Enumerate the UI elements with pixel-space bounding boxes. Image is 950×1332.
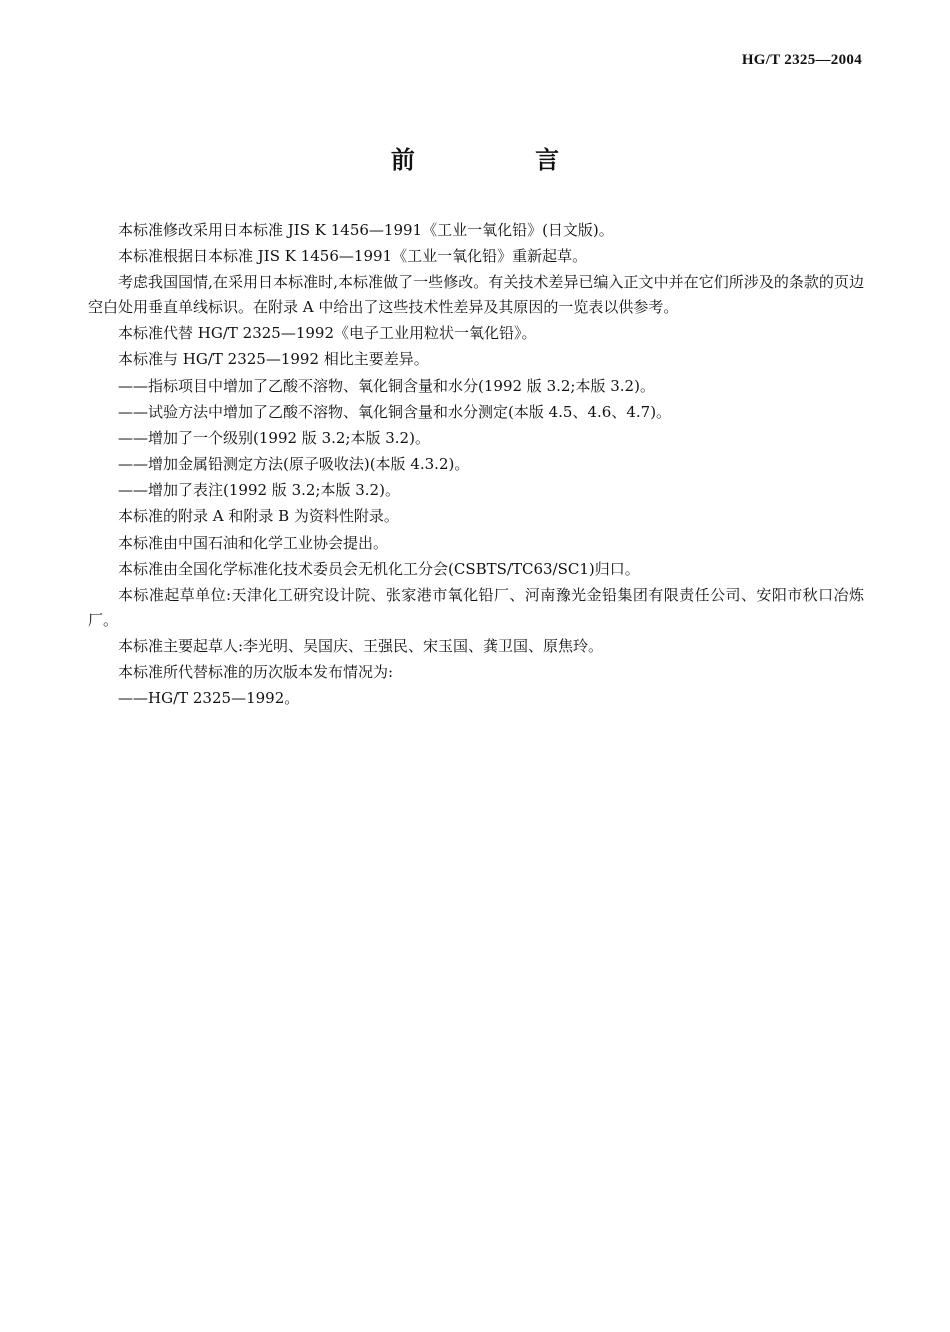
list-item-difference-1: ——指标项目中增加了乙酸不溶物、氧化铜含量和水分(1992 版 3.2;本版 3.2)。 (118, 376, 655, 395)
list-item-difference-2: ——试验方法中增加了乙酸不溶物、氧化铜含量和水分测定(本版 4.5、4.6、4.7)。 (118, 402, 672, 421)
paragraph-differences-intro: 本标准与 HG/T 2325—1992 相比主要差异。 (118, 350, 429, 369)
paragraph-drafting-basis: 本标准根据日本标准 JIS K 1456—1991《工业一氧化铅》重新起草。 (118, 247, 588, 266)
document-code: HG/T 2325—2004 (741, 52, 862, 68)
list-item-difference-3: ——增加了一个级别(1992 版 3.2;本版 3.2)。 (118, 428, 430, 447)
preface-body (88, 218, 864, 712)
page-title: 前 言 (390, 146, 616, 174)
list-item-history-1: ——HG/T 2325—1992。 (118, 689, 300, 708)
paragraph-administrator: 本标准由全国化学标准化技术委员会无机化工分会(CSBTS/TC63/SC1)归口。 (118, 559, 640, 578)
list-item-difference-5: ——增加了表注(1992 版 3.2;本版 3.2)。 (118, 481, 400, 500)
paragraph-modifications: 考虑我国国情,在采用日本标准时,本标准做了一些修改。有关技术差异已编入正文中并在它们所涉及的条款的页边空白处用垂直单线标识。在附录 A 中给出了这些技术性差异及其原因的一览表以供参考。 (88, 273, 864, 316)
paragraph-adoption: 本标准修改采用日本标准 JIS K 1456—1991《工业一氧化铅》(日文版)。 (118, 221, 614, 239)
paragraph-replaces: 本标准代替 HG/T 2325—1992《电子工业用粒状一氧化铅》。 (118, 324, 537, 343)
paragraph-annexes: 本标准的附录 A 和附录 B 为资料性附录。 (118, 507, 399, 526)
paragraph-drafters: 本标准主要起草人:李光明、吴国庆、王强民、宋玉国、龚卫国、原焦玲。 (118, 636, 604, 655)
paragraph-drafting-units: 本标准起草单位:天津化工研究设计院、张家港市氧化铅厂、河南豫光金铅集团有限责任公司、安阳市秋口冶炼厂。 (88, 586, 864, 629)
list-item-difference-4: ——增加金属铅测定方法(原子吸收法)(本版 4.3.2)。 (118, 455, 470, 474)
paragraph-proposer: 本标准由中国石油和化学工业协会提出。 (118, 533, 389, 552)
paragraph-history-intro: 本标准所代替标准的历次版本发布情况为: (118, 663, 394, 681)
